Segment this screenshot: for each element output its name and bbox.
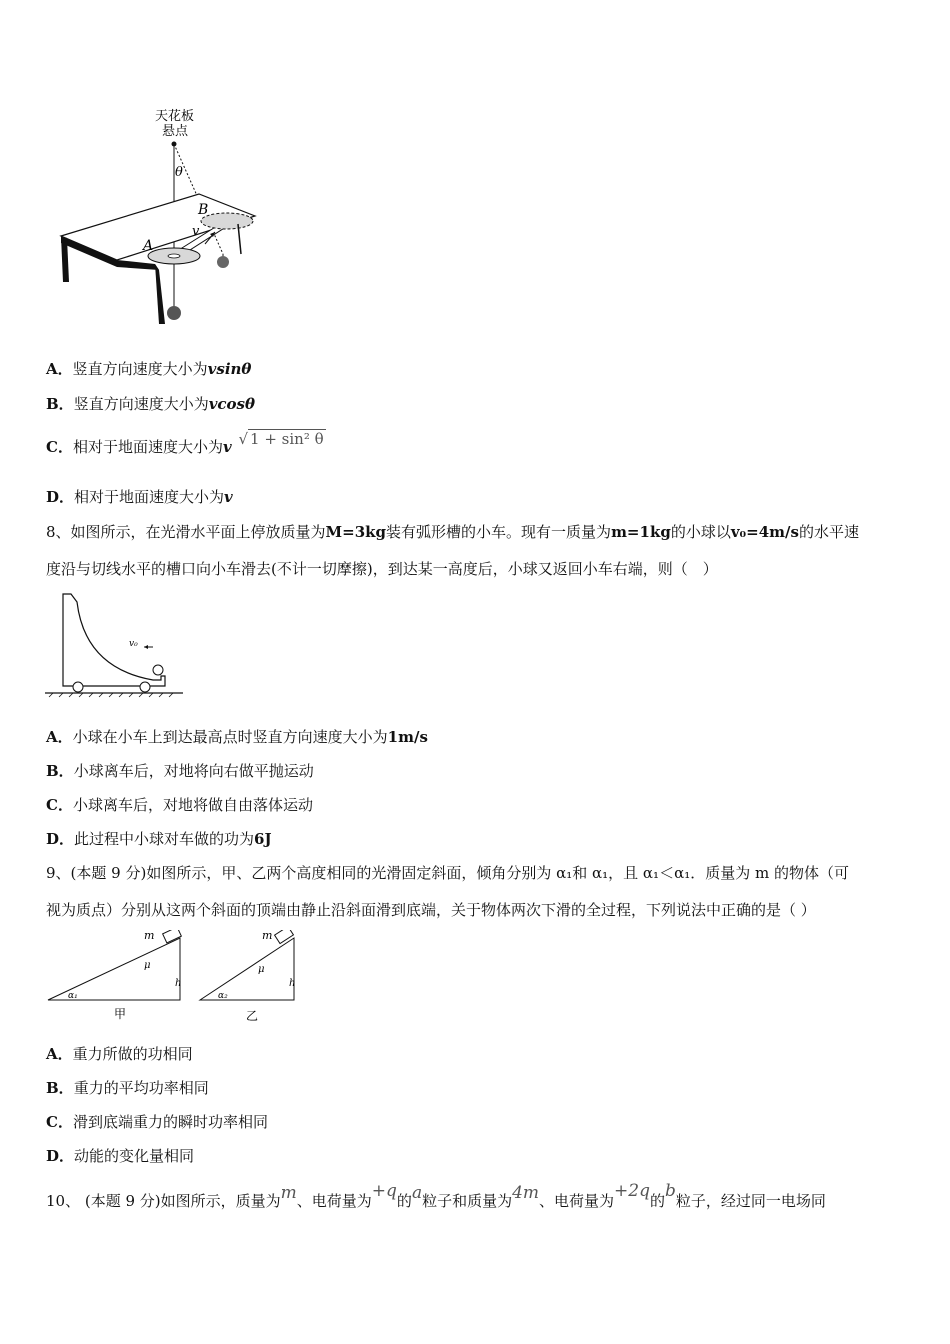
wheel-left: [73, 682, 83, 692]
v0-label: v₀: [129, 639, 138, 649]
incline-figure: [44, 930, 306, 1025]
q8-stem-line1: 8、如图所示，在光滑水平面上停放质量为M=3kg装有弧形槽的小车。现有一质量为m=1kg的小球以v₀=4m/s的水平速: [46, 523, 859, 541]
ball-b: [217, 256, 229, 268]
h-label-left: h: [175, 978, 182, 989]
label-b: B: [198, 202, 209, 218]
label-a: A: [143, 238, 154, 254]
cart-figure: [45, 588, 185, 698]
wheel-right: [140, 682, 150, 692]
incline-label-right: 乙: [246, 1009, 259, 1023]
alpha1-label: α₁: [68, 991, 78, 1001]
ball: [153, 665, 163, 675]
mass-label-right: m: [262, 930, 273, 942]
disk-b: [201, 213, 253, 229]
incline-label-left: 甲: [114, 1007, 127, 1021]
q7-option-b: B．竖直方向速度大小为vcosθ: [46, 395, 256, 413]
q9-option-d: D．动能的变化量相同: [46, 1147, 195, 1165]
label-v: v: [192, 224, 200, 239]
h-label-right: h: [289, 978, 296, 989]
q10-stem: 10、 (本题 9 分)如图所示，质量为m、电荷量为+q的a粒子和质量为4m、电荷量为+2q的b粒子，经过同一电场同: [46, 1181, 826, 1210]
q7-option-d: D．相对于地面速度大小为v: [46, 488, 233, 506]
q8-option-b: B．小球离车后，对地将向右做平抛运动: [46, 762, 314, 780]
q9-option-a: A．重力所做的功相同: [46, 1045, 193, 1063]
q8-option-c: C．小球离车后，对地将做自由落体运动: [46, 796, 313, 814]
mu-label-left: μ: [144, 960, 151, 971]
alpha2-label: α₂: [218, 991, 228, 1001]
q8-option-d: D．此过程中小球对车做的功为6J: [46, 830, 272, 848]
mu-label-right: μ: [258, 964, 265, 975]
q9-option-c: C．滑到底端重力的瞬时功率相同: [46, 1113, 268, 1131]
q9-option-b: B．重力的平均功率相同: [46, 1079, 209, 1097]
q8-stem-line2: 度沿与切线水平的槽口向小车滑去(不计一切摩擦)，到达某一高度后，小球又返回小车右端，则（ ）: [46, 560, 718, 578]
q8-option-a: A．小球在小车上到达最高点时竖直方向速度大小为1m/s: [46, 728, 428, 746]
mass-label-left: m: [144, 930, 155, 942]
q7-option-c: C．相对于地面速度大小为v √ 1 + sin² θ: [46, 430, 324, 456]
q9-stem-line2: 视为质点）分别从这两个斜面的顶端由静止沿斜面滑到底端，关于物体两次下滑的全过程，下列说法中正确的是（ ）: [46, 901, 816, 919]
ceiling-label: 天花板: [155, 109, 195, 124]
pendulum-table-figure: [55, 104, 265, 330]
q9-stem-line1: 9、(本题 9 分)如图所示，甲、乙两个高度相同的光滑固定斜面，倾角分别为 α₁和 α₁，且 α₁＜α₁．质量为 m 的物体（可: [46, 864, 849, 882]
sqrt-expression: √ 1 + sin² θ: [238, 430, 324, 448]
theta-label: θ: [175, 165, 183, 180]
pivot-label: 悬点: [162, 124, 189, 139]
q7-option-a: A．竖直方向速度大小为vsinθ: [46, 360, 252, 378]
ball-a: [167, 306, 181, 320]
